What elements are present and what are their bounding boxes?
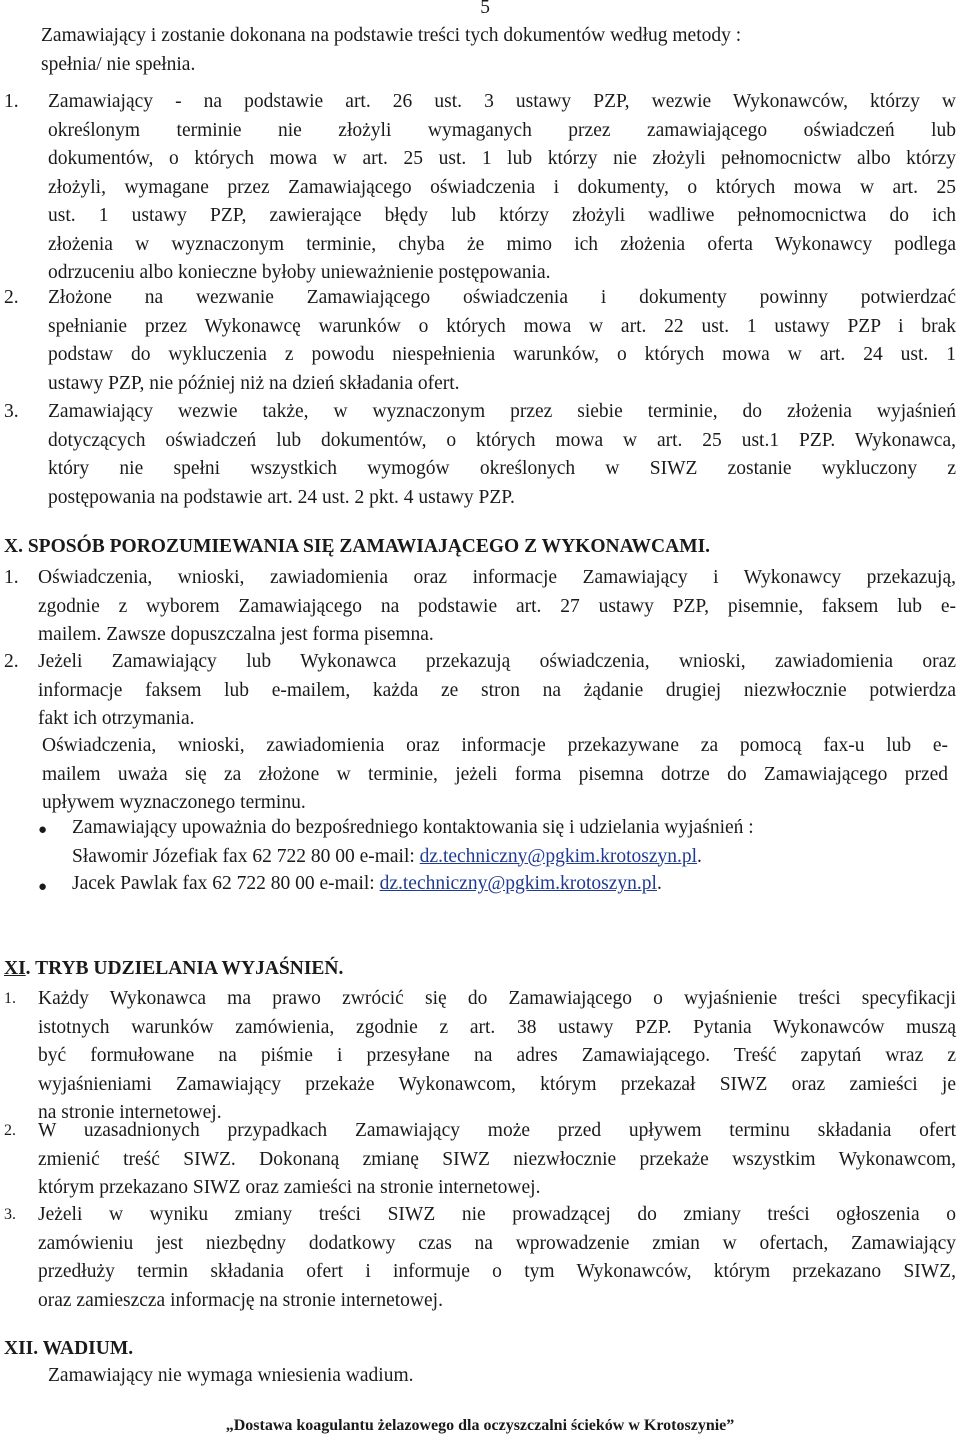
list-number: 1.: [4, 990, 16, 1007]
text-line: Jeżeli w wyniku zmiany treści SIWZ nie prowadzącej do zmiany treści ogłoszenia o: [38, 1204, 956, 1225]
text-line: spełnianie przez Wykonawcę warunków o których mowa w art. 22 ust. 1 ustawy PZP i brak: [48, 315, 956, 337]
list-item-text: [38, 1201, 956, 1315]
text-line: oraz zamieszcza informację na stronie internetowej.: [38, 1289, 443, 1311]
section-title: . TRYB UDZIELANIA WYJAŚNIEŃ.: [25, 958, 344, 979]
list-number: 3.: [4, 401, 19, 422]
text-line: upływem wyznaczonego terminu.: [42, 792, 306, 813]
list-number: 2.: [4, 287, 19, 308]
text-line: dotyczących oświadczeń lub dokumentów, o których mowa w art. 25 ust.1 PZP. Wykonawca,: [48, 429, 956, 451]
text-line: mailem. Zawsze dopuszczalna jest forma pisemna.: [38, 624, 434, 645]
list-number: 1.: [4, 91, 19, 112]
text-line: Oświadczenia, wnioski, zawiadomienia oraz informacje Zamawiający i Wykonawcy przekazują,: [38, 567, 956, 588]
text-line: Zamawiający i zostanie dokonana na podstawie treści tych dokumentów według metody :: [41, 25, 742, 46]
text-line: podstaw do wykluczenia z powodu niespełnienia warunków, o których mowa w art. 24 ust. 1: [48, 344, 956, 365]
text-line: Zamawiający upoważnia do bezpośredniego kontaktowania się i udzielania wyjaśnień :: [72, 817, 754, 838]
communication-paragraph: [42, 732, 948, 818]
list-number: 2.: [4, 1122, 16, 1139]
bullet-icon: ●: [38, 879, 48, 895]
text-line: wyjaśnieniami Zamawiający przekaże Wykonawcom, którym przekazał SIWZ oraz zamieści je: [38, 1073, 956, 1095]
text-line: [72, 870, 952, 899]
text-line: Każdy Wykonawca ma prawo zwrócić się do Zamawiającego o wyjaśnienie treści specyfikacji: [38, 988, 956, 1009]
list-item-text: [38, 648, 956, 734]
text-line: spełnia/ nie spełnia.: [41, 53, 196, 75]
intro-paragraph: [41, 22, 901, 79]
list-item-text: [38, 985, 956, 1128]
contact-bullet: [72, 814, 952, 871]
text-line: być formułowane na piśmie i przesyłane na adres Zamawiającego. Treść zapytań wraz z: [38, 1045, 956, 1066]
text-line: zmienić treść SIWZ. Dokonaną zmianę SIWZ niezwłocznie przekaże wszystkim Wykonawcom,: [38, 1148, 956, 1170]
text-line: którym przekazano SIWZ oraz zamieści na stronie internetowej.: [38, 1177, 541, 1198]
section-number: XI: [4, 958, 26, 979]
text-line: Zamawiający wezwie także, w wyznaczonym przez siebie terminie, do złożenia wyjaśnień: [48, 401, 956, 422]
page-number: 5: [480, 0, 490, 18]
text-line: określonym terminie nie złożyli wymaganych przez zamawiającego oświadczeń lub: [48, 119, 956, 141]
list-item-text: [38, 564, 956, 650]
email-link[interactable]: dz.techniczny@pgkim.krotoszyn.pl: [419, 845, 698, 867]
text-line: [72, 843, 952, 872]
list-number: 1.: [4, 567, 19, 588]
page-footer: „Dostawa koagulantu żelazowego dla oczyszczalni ścieków w Krotoszynie”: [225, 1417, 735, 1434]
text-line: W uzasadnionych przypadkach Zamawiający może przed upływem terminu składania ofert: [38, 1120, 956, 1141]
text-line: ust. 1 ustawy PZP, zawierające błędy lub którzy złożyli wadliwe pełnomocnictwa do ich: [48, 205, 956, 226]
text-line: odrzuceniu albo konieczne byłoby unieważnienie postępowania.: [48, 262, 551, 283]
punctuation: .: [656, 873, 662, 894]
list-item-text: [48, 398, 956, 512]
text-line: przedłuży termin składania ofert i informuje o tym Wykonawców, którym przekazano SIWZ,: [38, 1261, 956, 1282]
contact-bullet: [72, 870, 952, 899]
text-line: zamówieniu jest niezbędny dodatkowy czas na wprowadzenie zmian w ofertach, Zamawiający: [38, 1232, 956, 1254]
email-link[interactable]: dz.techniczny@pgkim.krotoszyn.pl: [379, 873, 657, 894]
text-line: postępowania na podstawie art. 24 ust. 2 pkt. 4 ustawy PZP.: [48, 486, 515, 508]
list-item-text: [38, 1117, 956, 1203]
list-number: 3.: [4, 1206, 16, 1223]
text-line: który nie spełni wszystkich wymogów określonych w SIWZ zostanie wykluczony z: [48, 458, 956, 479]
punctuation: .: [697, 845, 702, 867]
section-heading: XII. WADIUM.: [4, 1338, 134, 1359]
text-line: fakt ich otrzymania.: [38, 708, 195, 729]
text-line: złożyli, wymagane przez Zamawiającego oświadczenia i dokumenty, o których mowa w art. 25: [48, 176, 956, 198]
text-line: Złożone na wezwanie Zamawiającego oświadczenia i dokumenty powinny potwierdzać: [48, 287, 956, 308]
list-number: 2.: [4, 651, 19, 672]
text-line: mailem uważa się za złożone w terminie, jeżeli forma pisemna dotrze do Zamawiającego przed: [42, 763, 948, 785]
bullet-icon: ●: [38, 822, 48, 838]
list-item-text: [48, 284, 956, 398]
text-line: zgodnie z wyborem Zamawiającego na podstawie art. 27 ustawy PZP, pisemnie, faksem lub e-: [38, 595, 956, 617]
contact-text: Jacek Pawlak fax 62 722 80 00 e-mail:: [72, 873, 380, 894]
text-line: Oświadczenia, wnioski, zawiadomienia oraz informacje przekazywane za pomocą fax-u lub e-: [42, 735, 948, 756]
text-line: istotnych warunków zamówienia, zgodnie z art. 38 ustawy PZP. Pytania Wykonawców muszą: [38, 1016, 956, 1038]
text-line: złożenia w wyznaczonym terminie, chyba że mimo ich złożenia oferta Wykonawcy podlega: [48, 233, 956, 255]
list-item-text: [48, 88, 956, 288]
text-line: na stronie internetowej.: [38, 1102, 222, 1123]
wadium-text: Zamawiający nie wymaga wniesienia wadium.: [48, 1365, 414, 1386]
text-line: dokumentów, o których mowa w art. 25 ust. 1 lub którzy nie złożyli pełnomocnictw albo którzy: [48, 148, 956, 169]
section-heading: [4, 955, 343, 984]
text-line: informacje faksem lub e-mailem, każda ze stron na żądanie drugiej niezwłocznie potwierdza: [38, 679, 956, 701]
section-heading: X. SPOSÓB POROZUMIEWANIA SIĘ ZAMAWIAJĄCEGO Z WYKONAWCAMI.: [4, 536, 711, 557]
contact-text: Sławomir Józefiak fax 62 722 80 00 e-mail:: [72, 845, 420, 867]
text-line: Jeżeli Zamawiający lub Wykonawca przekazują oświadczenia, wnioski, zawiadomienia oraz: [38, 651, 956, 672]
text-line: ustawy PZP, nie później niż na dzień składania ofert.: [48, 372, 460, 394]
text-line: Zamawiający - na podstawie art. 26 ust. 3 ustawy PZP, wezwie Wykonawców, którzy w: [48, 91, 956, 112]
